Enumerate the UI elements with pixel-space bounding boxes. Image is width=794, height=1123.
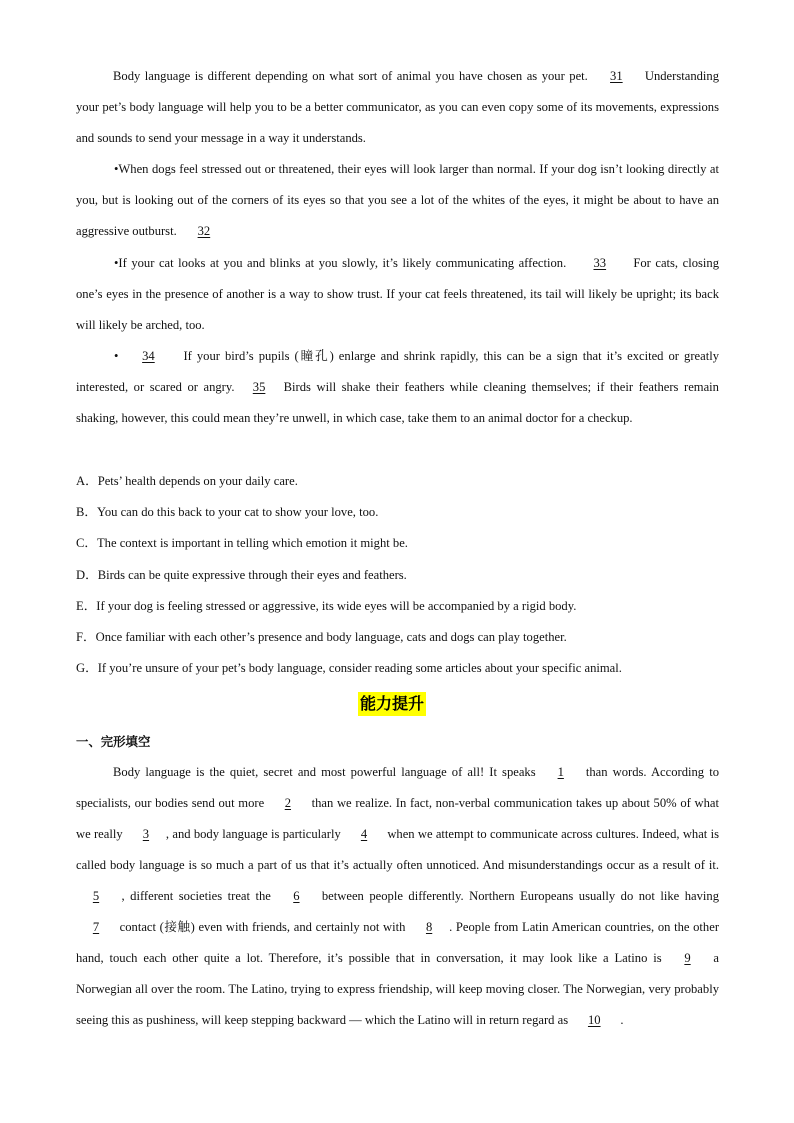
option-g: G．If you’re unsure of your pet’s body language, consider reading some articles about your specific animal. (76, 661, 622, 675)
blank-1: 1 (557, 765, 564, 779)
section-heading: 能力提升 (358, 692, 426, 716)
passage1-paragraph-4: • 34 If your bird’s pupils (瞳孔) enlarge and shrink rapidly, this can be a sign that it’s excited or greatly interested, or scared or angry. 35 Birds will shake their feathers while cleaning themselves; if their feathers remain shaking, however, this could mean they’re unwell, in which case, take them to an animal doctor for a checkup. (76, 341, 719, 434)
option-c: C．The context is important in telling which emotion it might be. (76, 536, 408, 550)
blank-7: 7 (92, 920, 100, 934)
cloze-subheading: 一、完形填空 (76, 734, 151, 749)
blank-3: 3 (142, 827, 150, 841)
blank-8: 8 (425, 920, 433, 934)
option-e: E．If your dog is feeling stressed or aggressive, its wide eyes will be accompanied by a rigid body. (76, 599, 577, 613)
blank-4: 4 (360, 827, 368, 841)
blank-2: 2 (284, 796, 292, 810)
passage1-paragraph-3: •If your cat looks at you and blinks at you slowly, it’s likely communicating affection. 33 For cats, closing one’s eyes in the presence of another is a way to show trust. If your cat feels threatened, its tail will likely be upright; its back will likely be arched, too. (76, 248, 719, 341)
blank-34: 34 (142, 349, 155, 363)
option-d: D．Birds can be quite expressive through their eyes and feathers. (76, 568, 407, 582)
passage1-paragraph-2: •When dogs feel stressed out or threatened, their eyes will look larger than normal. If your dog isn’t looking directly at you, but is looking out of the corners of its eyes so that you see a lot of the whites of the eyes, it might be about to have an aggressive outburst. 32 (76, 154, 719, 247)
passage1-paragraph-1: Body language is different depending on what sort of animal you have chosen as your pet. 31 Understanding your pet’s body language will help you to be a better communicator, as you can even copy some of its movements, expressions and sounds to send your message in a way it understands. (76, 61, 719, 154)
option-a: A．Pets’ health depends on your daily care. (76, 474, 298, 488)
blank-32: 32 (197, 224, 211, 238)
blank-6: 6 (293, 889, 300, 903)
blank-5: 5 (92, 889, 100, 903)
blank-9: 9 (684, 951, 691, 965)
passage2-paragraph: Body language is the quiet, secret and most powerful language of all! It speaks 1 than words. According to specialists, our bodies send out more 2 than we realize. In fact, non-verbal communication takes up about 50% of what we really 3 , and body language is particularly 4 when we attempt to communicate across cultures. Indeed, what is called body language is so much a part of us that it’s actually often unnoticed. And misunderstandings occur as a result of it. 5 , different societies treat the 6 between people differently. Northern Europeans usually do not like having 7 contact (接触) even with friends, and certainly not with 8 . People from Latin American countries, on the other hand, touch each other quite a lot. Therefore, it’s possible that in conversation, it may look like a Latino is 9 a Norwegian all over the room. The Latino, trying to express friendship, will keep moving closer. The Norwegian, very probably seeing this as pushiness, will keep stepping backward — which the Latino will in return regard as 10 . (76, 757, 719, 1036)
option-b: B．You can do this back to your cat to show your love, too. (76, 505, 379, 519)
blank-33: 33 (593, 256, 607, 270)
blank-35: 35 (252, 380, 266, 394)
blank-10: 10 (587, 1013, 601, 1027)
blank-31: 31 (610, 69, 623, 83)
option-f: F．Once familiar with each other’s presence and body language, cats and dogs can play together. (76, 630, 567, 644)
